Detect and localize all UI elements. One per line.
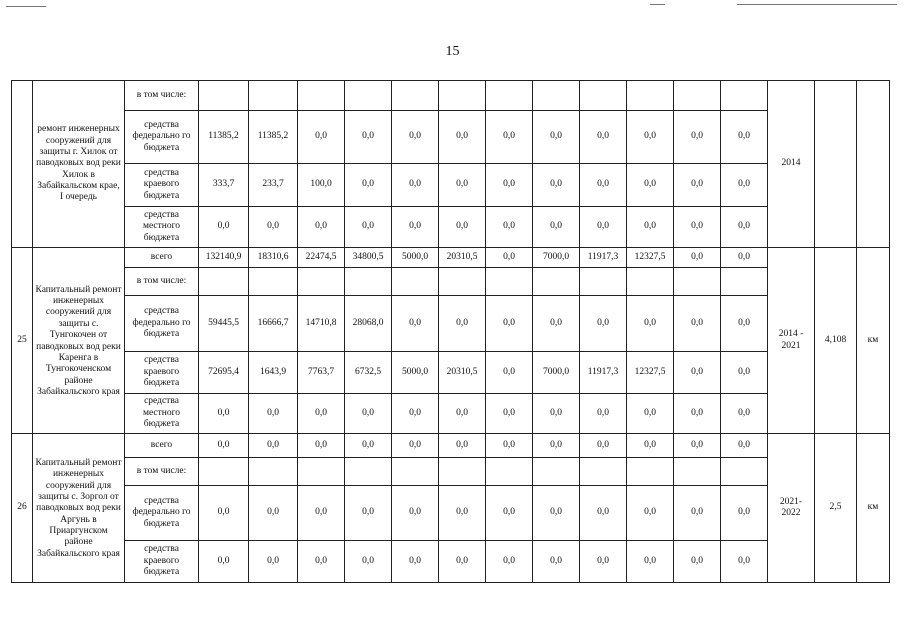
- length-value: [815, 81, 857, 248]
- value-cell: 0,0: [439, 207, 486, 248]
- cell: [721, 81, 768, 111]
- value-cell: 0,0: [439, 111, 486, 164]
- cell: [199, 268, 249, 296]
- value-cell: 0,0: [580, 394, 627, 434]
- cell: [486, 268, 533, 296]
- value-cell: 20310,5: [439, 352, 486, 394]
- funding-type: средства местного бюджета: [125, 394, 199, 434]
- cell: [627, 81, 674, 111]
- value-cell: 0,0: [627, 486, 674, 541]
- value-cell: 0,0: [627, 111, 674, 164]
- value-cell: 0,0: [392, 296, 439, 352]
- value-cell: 0,0: [199, 394, 249, 434]
- value-cell: 0,0: [674, 248, 721, 268]
- cell: [345, 458, 392, 486]
- value-cell: 0,0: [627, 207, 674, 248]
- value-cell: 0,0: [298, 111, 345, 164]
- value-cell: 11917,3: [580, 248, 627, 268]
- value-cell: 11385,2: [199, 111, 249, 164]
- value-cell: 0,0: [674, 111, 721, 164]
- cell: [249, 81, 298, 111]
- value-cell: 6732,5: [345, 352, 392, 394]
- cell: [298, 268, 345, 296]
- value-cell: 5000,0: [392, 352, 439, 394]
- value-cell: 0,0: [392, 486, 439, 541]
- value-cell: 28068,0: [345, 296, 392, 352]
- table-row: [12, 207, 890, 248]
- cell: [533, 458, 580, 486]
- value-cell: 0,0: [249, 207, 298, 248]
- value-cell: 0,0: [439, 164, 486, 207]
- value-cell: 0,0: [674, 486, 721, 541]
- value-cell: 5000,0: [392, 248, 439, 268]
- funding-type: средства краевого бюджета: [125, 541, 199, 583]
- value-cell: 0,0: [627, 434, 674, 458]
- value-cell: 12327,5: [627, 352, 674, 394]
- value-cell: 0,0: [392, 394, 439, 434]
- value-cell: 0,0: [580, 111, 627, 164]
- header-rule-right: [737, 4, 897, 5]
- cell: [439, 268, 486, 296]
- cell: [486, 458, 533, 486]
- row-number: 26: [12, 434, 33, 583]
- funding-type: средства краевого бюджета: [125, 164, 199, 207]
- cell: [674, 81, 721, 111]
- value-cell: 0,0: [674, 434, 721, 458]
- value-cell: 20310,5: [439, 248, 486, 268]
- value-cell: 0,0: [439, 541, 486, 583]
- value-cell: 0,0: [674, 296, 721, 352]
- value-cell: 0,0: [298, 207, 345, 248]
- value-cell: 7763,7: [298, 352, 345, 394]
- value-cell: 0,0: [392, 111, 439, 164]
- value-cell: 0,0: [392, 541, 439, 583]
- value-cell: 0,0: [439, 296, 486, 352]
- cell: [298, 81, 345, 111]
- value-cell: 0,0: [580, 296, 627, 352]
- value-cell: 0,0: [199, 434, 249, 458]
- value-cell: 0,0: [298, 541, 345, 583]
- page-number: 15: [445, 44, 460, 59]
- value-cell: 0,0: [486, 111, 533, 164]
- value-cell: 0,0: [533, 394, 580, 434]
- value-cell: 0,0: [627, 541, 674, 583]
- value-cell: 0,0: [345, 164, 392, 207]
- value-cell: 0,0: [486, 296, 533, 352]
- value-cell: 72695,4: [199, 352, 249, 394]
- value-cell: 0,0: [249, 541, 298, 583]
- value-cell: 0,0: [627, 164, 674, 207]
- value-cell: 0,0: [721, 111, 768, 164]
- cell: [533, 268, 580, 296]
- cell: [392, 268, 439, 296]
- value-cell: 0,0: [345, 207, 392, 248]
- cell: [580, 458, 627, 486]
- cell: [721, 458, 768, 486]
- cell: [674, 458, 721, 486]
- funding-type: всего: [125, 434, 199, 458]
- cell: [439, 81, 486, 111]
- header-rule-mid: [650, 4, 665, 5]
- table-row: [12, 486, 890, 541]
- value-cell: 0,0: [674, 164, 721, 207]
- value-cell: 0,0: [392, 434, 439, 458]
- value-cell: 0,0: [439, 486, 486, 541]
- value-cell: 0,0: [345, 434, 392, 458]
- value-cell: 333,7: [199, 164, 249, 207]
- table-row: [12, 394, 890, 434]
- value-cell: 0,0: [439, 434, 486, 458]
- length-unit: км: [857, 248, 890, 434]
- value-cell: 0,0: [533, 207, 580, 248]
- cell: [486, 81, 533, 111]
- value-cell: 0,0: [721, 207, 768, 248]
- table-row: [12, 111, 890, 164]
- value-cell: 16666,7: [249, 296, 298, 352]
- value-cell: 1643,9: [249, 352, 298, 394]
- cell: [439, 458, 486, 486]
- value-cell: 11917,3: [580, 352, 627, 394]
- value-cell: 0,0: [721, 486, 768, 541]
- value-cell: 0,0: [580, 486, 627, 541]
- value-cell: 0,0: [533, 164, 580, 207]
- length-value: 4,108: [815, 248, 857, 434]
- table-row: [12, 268, 890, 296]
- length-unit: [857, 81, 890, 248]
- table-row: [12, 434, 890, 458]
- object-description: ремонт инженерных сооружений для защиты г. Хилок от паводковых вод реки Хилок в Забайкальском крае, I очередь: [33, 81, 125, 248]
- value-cell: 0,0: [721, 164, 768, 207]
- cell: [392, 81, 439, 111]
- value-cell: 0,0: [486, 434, 533, 458]
- value-cell: 0,0: [392, 207, 439, 248]
- cell: [721, 268, 768, 296]
- object-description: Капитальный ремонт инженерных сооружений для защиты с. Тунгокочен от паводковых вод реки Каренга в Тунгокоченском районе Забайкальского края: [33, 248, 125, 434]
- value-cell: 0,0: [674, 352, 721, 394]
- value-cell: 0,0: [392, 164, 439, 207]
- value-cell: 0,0: [627, 296, 674, 352]
- table-row: [12, 164, 890, 207]
- funding-type: средства краевого бюджета: [125, 352, 199, 394]
- cell: [249, 268, 298, 296]
- cell: [199, 458, 249, 486]
- table-row: [12, 541, 890, 583]
- value-cell: 0,0: [249, 486, 298, 541]
- implementation-years: 2014 - 2021: [768, 248, 815, 434]
- cell: [580, 268, 627, 296]
- funding-type: в том числе:: [125, 81, 199, 111]
- value-cell: 0,0: [486, 352, 533, 394]
- value-cell: 0,0: [199, 486, 249, 541]
- value-cell: 0,0: [721, 248, 768, 268]
- cell: [580, 81, 627, 111]
- value-cell: 0,0: [486, 394, 533, 434]
- cell: [627, 458, 674, 486]
- value-cell: 14710,8: [298, 296, 345, 352]
- value-cell: 22474,5: [298, 248, 345, 268]
- value-cell: 0,0: [721, 434, 768, 458]
- table-row: [12, 458, 890, 486]
- cell: [345, 268, 392, 296]
- value-cell: 0,0: [249, 394, 298, 434]
- implementation-years: 2021- 2022: [768, 434, 815, 583]
- value-cell: 0,0: [580, 207, 627, 248]
- value-cell: 100,0: [298, 164, 345, 207]
- value-cell: 0,0: [486, 248, 533, 268]
- value-cell: 132140,9: [199, 248, 249, 268]
- value-cell: 0,0: [345, 111, 392, 164]
- value-cell: 0,0: [249, 434, 298, 458]
- value-cell: 18310,6: [249, 248, 298, 268]
- length-value: 2,5: [815, 434, 857, 583]
- value-cell: 0,0: [674, 207, 721, 248]
- cell: [392, 458, 439, 486]
- funding-type: в том числе:: [125, 458, 199, 486]
- value-cell: 233,7: [249, 164, 298, 207]
- funding-type: средства федерально го бюджета: [125, 111, 199, 164]
- value-cell: 0,0: [486, 486, 533, 541]
- table-row: [12, 352, 890, 394]
- value-cell: 59445,5: [199, 296, 249, 352]
- value-cell: 0,0: [298, 486, 345, 541]
- object-description: Капитальный ремонт инженерных сооружений для защиты с. Зоргол от паводковых вод реки Аргунь в Приаргунском районе Забайкальского края: [33, 434, 125, 583]
- funding-type: средства федерально го бюджета: [125, 296, 199, 352]
- value-cell: 0,0: [345, 541, 392, 583]
- value-cell: 0,0: [533, 486, 580, 541]
- value-cell: 0,0: [721, 394, 768, 434]
- cell: [199, 81, 249, 111]
- value-cell: 0,0: [298, 434, 345, 458]
- table-row: [12, 81, 890, 111]
- value-cell: 0,0: [721, 352, 768, 394]
- value-cell: 0,0: [439, 394, 486, 434]
- value-cell: 12327,5: [627, 248, 674, 268]
- value-cell: 0,0: [580, 541, 627, 583]
- table-row: [12, 248, 890, 268]
- table-row: [12, 296, 890, 352]
- value-cell: 0,0: [533, 111, 580, 164]
- value-cell: 0,0: [199, 207, 249, 248]
- value-cell: 11385,2: [249, 111, 298, 164]
- value-cell: 34800,5: [345, 248, 392, 268]
- cell: [298, 458, 345, 486]
- header-rule-left: [6, 6, 46, 7]
- value-cell: 0,0: [486, 207, 533, 248]
- row-number: [12, 81, 33, 248]
- value-cell: 0,0: [345, 486, 392, 541]
- value-cell: 0,0: [721, 296, 768, 352]
- value-cell: 0,0: [580, 434, 627, 458]
- funding-type: всего: [125, 248, 199, 268]
- cell: [627, 268, 674, 296]
- funding-table: [11, 80, 890, 583]
- cell: [345, 81, 392, 111]
- implementation-years: 2014: [768, 81, 815, 248]
- value-cell: 0,0: [533, 541, 580, 583]
- funding-type: в том числе:: [125, 268, 199, 296]
- value-cell: 0,0: [345, 394, 392, 434]
- value-cell: 0,0: [721, 541, 768, 583]
- funding-type: средства федерально го бюджета: [125, 486, 199, 541]
- value-cell: 0,0: [298, 394, 345, 434]
- value-cell: 0,0: [674, 541, 721, 583]
- row-number: 25: [12, 248, 33, 434]
- cell: [533, 81, 580, 111]
- value-cell: 0,0: [199, 541, 249, 583]
- value-cell: 0,0: [533, 296, 580, 352]
- length-unit: км: [857, 434, 890, 583]
- value-cell: 7000,0: [533, 352, 580, 394]
- value-cell: 0,0: [627, 394, 674, 434]
- cell: [674, 268, 721, 296]
- value-cell: 0,0: [580, 164, 627, 207]
- value-cell: 0,0: [533, 434, 580, 458]
- value-cell: 7000,0: [533, 248, 580, 268]
- funding-type: средства местного бюджета: [125, 207, 199, 248]
- cell: [249, 458, 298, 486]
- value-cell: 0,0: [486, 164, 533, 207]
- value-cell: 0,0: [486, 541, 533, 583]
- value-cell: 0,0: [674, 394, 721, 434]
